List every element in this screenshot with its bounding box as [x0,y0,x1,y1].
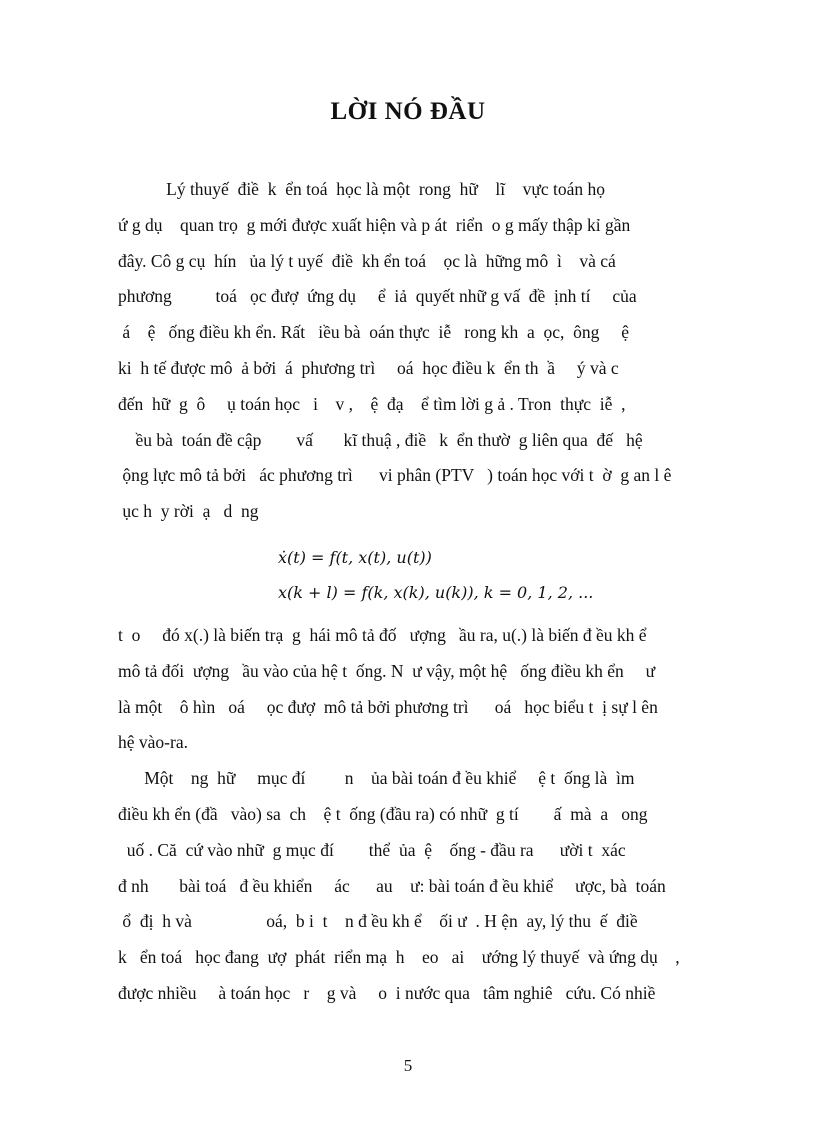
text-line: là một ô hìn oá ọc đượ mô tả bởi phương trì oá học biểu t ị sự l ên [118,696,658,717]
text-line: ều bà toán đề cập vấ kĩ thuậ , điề k ển thườ g liên qua đế hệ [118,429,643,450]
page-number: 5 [403,1056,413,1075]
text-line: t o đó x(.) là biến trạ g hái mô tả đố ượng ầu ra, u(.) là biến đ ều kh ể [118,624,647,645]
text-line: ộng lực mô tả bởi ác phương trì vi phân (PTV ) toán học với t ờ g an l ê [118,465,672,486]
text-line: k ển toá học đang ượ phát riển mạ h eo ai ướng lý thuyế và ứng dụ , [118,947,680,968]
equation-continuous: ẋ(t) = f(t, x(t), u(t)) [278,547,432,567]
equation-discrete: x(k + l) = f(k, x(k), u(k)), k = 0, 1, 2, ... [278,582,594,602]
text-line: ứ g dụ quan trọ g mới được xuất hiện và p át riển o g mấy thập kỉ gần [118,214,631,235]
text-line: uố . Că cứ vào nhữ g mục đí thể ủa ệ ống - đầu ra ười t xác [118,839,626,860]
text-line: á ệ ống điều kh ển. Rất iều bà oán thực iễ rong kh a ọc, ông ệ [118,322,630,343]
text-line: phương toá ọc đượ ứng dụ ể iả quyết nhữ g vấ đề ịnh tí của [118,286,637,307]
text-line: đ nh bài toá đ ều khiển ác au ư: bài toán đ ều khiể ược, bà toán [118,875,666,896]
text-line: được nhiều à toán học r g và o i nước qua tâm nghiê cứu. Có nhiề [118,982,656,1003]
equation-block [278,540,752,610]
text-line: điều kh ển (đầ vào) sa ch ệ t ống (đầu ra) có nhữ g tí ấ mà a ong [118,803,648,824]
paragraph-2 [118,618,752,761]
paragraph-3 [118,761,752,1012]
text-line: ổ đị h và oá, b i t n đ ều kh ể ối ư . H ện ay, lý thu ế điề [118,911,638,932]
paragraph-1 [118,172,752,530]
text-line: Một ng hữ mục đí n ủa bài toán đ ều khiể ệ t ống là ìm [118,768,635,789]
text-line: ki h tế được mô ả bởi á phương trì oá học điều k ển th ầ ý và c [118,357,619,378]
text-line: đây. Cô g cụ hín ủa lý t uyế điề kh ển toá ọc là hững mô ì và cá [118,250,616,271]
text-line: Lý thuyế điề k ển toá học là một rong hữ lĩ vực toán họ [118,179,606,199]
text-line: hệ vào-ra. [118,732,188,753]
text-line: đến hữ g ô ụ toán học i v , ệ đạ ể tìm lời g ả . Tron thực iễ , [118,393,626,414]
page-title: LỜI NÓ ĐẦU [330,98,486,125]
document-body [118,172,752,1012]
text-line: ục h y rời ạ d ng [118,501,259,522]
text-line: mô tả đối ượng ầu vào của hệ t ống. N ư vậy, một hệ ống điều kh ển ư [118,660,656,681]
